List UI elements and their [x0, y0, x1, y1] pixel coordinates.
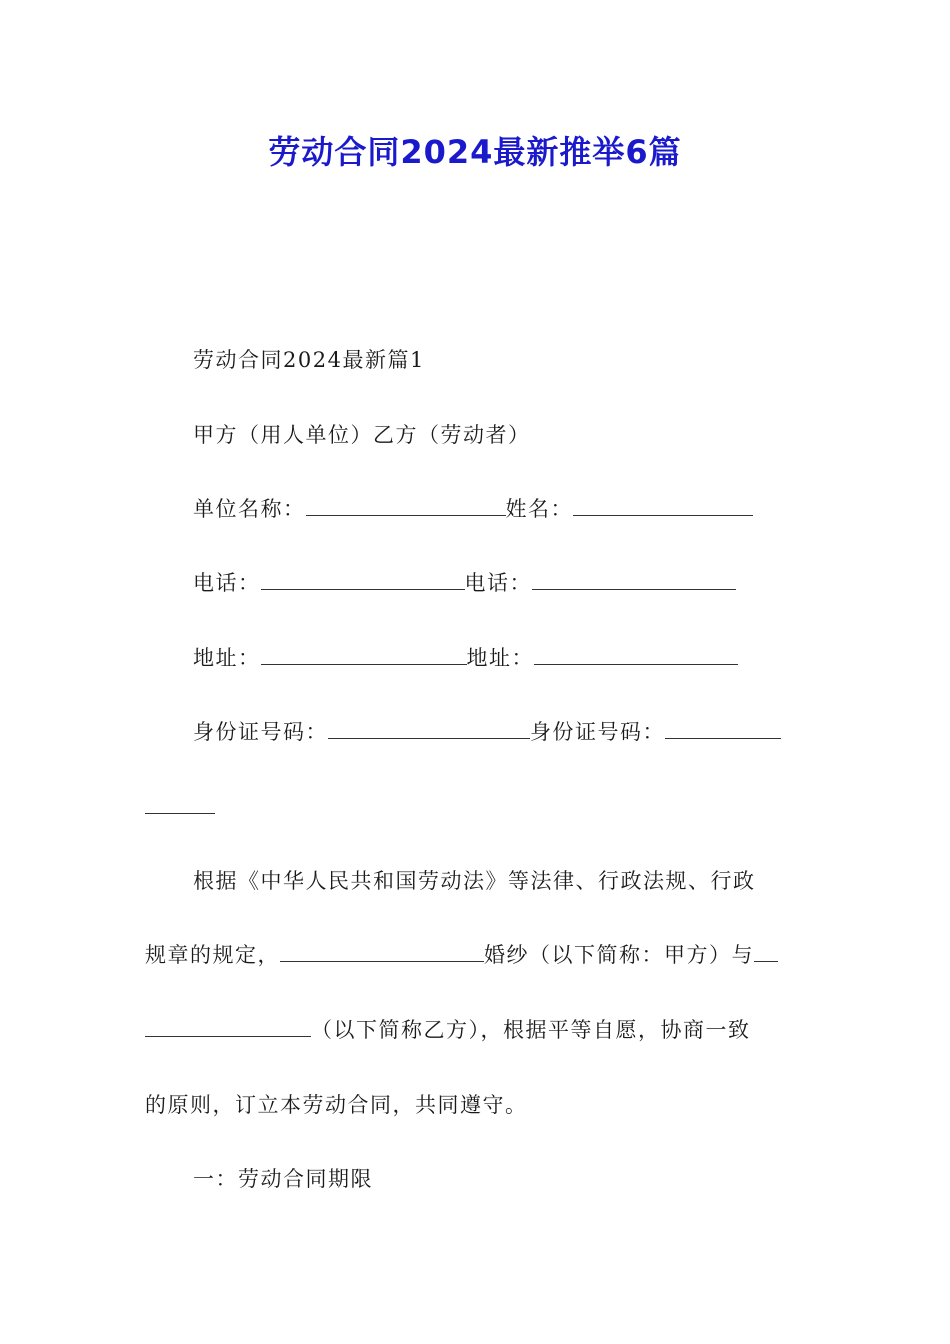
phone-label-b: 电话： [464, 571, 532, 595]
address-blank-a [261, 644, 467, 665]
worker-blank-cont [145, 1016, 311, 1037]
name-blank [573, 495, 753, 516]
id-row [193, 717, 781, 747]
id-blank-b [665, 718, 781, 739]
phone-blank-b [532, 569, 736, 590]
id-blank-a [328, 718, 530, 739]
address-label-b: 地址： [466, 646, 534, 670]
company-blank [280, 941, 484, 962]
para1-line4: 的原则，订立本劳动合同，共同遵守。 [145, 1093, 528, 1117]
document-title: 劳动合同2024最新推举6篇 [268, 133, 682, 171]
phone-row [193, 568, 736, 598]
id-label-a: 身份证号码： [193, 720, 328, 744]
address-label-a: 地址： [193, 646, 261, 670]
clause1-heading: 一：劳动合同期限 [193, 1167, 373, 1191]
address-row [193, 643, 738, 673]
id-blank-b-cont [145, 793, 215, 814]
address-blank-b [534, 644, 738, 665]
unit-name-label: 单位名称： [193, 497, 306, 521]
parties-line: 甲方（用人单位）乙方（劳动者） [193, 423, 531, 447]
phone-label-a: 电话： [193, 571, 261, 595]
unit-name-blank [306, 495, 506, 516]
para1-line3 [145, 1015, 751, 1045]
phone-blank-a [261, 569, 465, 590]
id-blank-continuation [145, 792, 215, 822]
para1-line2-start: 规章的规定， [145, 943, 280, 967]
worker-blank-start [754, 941, 778, 962]
para1-line1: 根据《中华人民共和国劳动法》等法律、行政法规、行政 [193, 869, 756, 893]
para1-line2 [145, 940, 778, 970]
section-heading: 劳动合同2024最新篇1 [193, 348, 425, 372]
para1-line2-mid: 婚纱（以下简称：甲方）与 [484, 943, 754, 967]
para1-line3-end: （以下简称乙方），根据平等自愿，协商一致 [311, 1018, 751, 1042]
id-label-b: 身份证号码： [530, 720, 665, 744]
unit-name-row [193, 494, 753, 524]
name-label: 姓名： [505, 497, 573, 521]
